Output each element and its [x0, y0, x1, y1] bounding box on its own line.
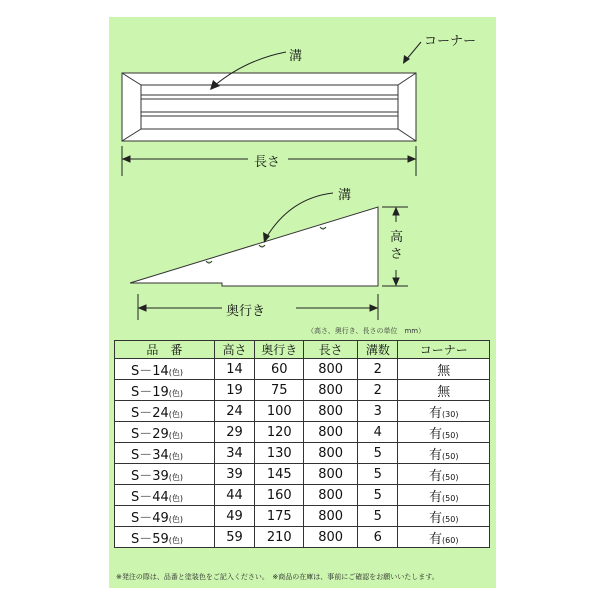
depth-cell: 75 [255, 380, 304, 401]
part-number: S－49 [131, 510, 169, 526]
height-cell: 24 [214, 401, 255, 422]
height-cell: 39 [214, 464, 255, 485]
length-cell: 800 [304, 422, 358, 443]
height-label: 高さ [390, 230, 404, 262]
corner-value: 無 [437, 363, 451, 379]
length-label: 長さ [254, 155, 281, 170]
corner-cell [398, 422, 490, 443]
corner-value: 有 [429, 510, 443, 526]
height-cell: 29 [214, 422, 255, 443]
groove-count-cell: 3 [358, 401, 398, 422]
header-height: 高さ [214, 341, 255, 359]
corner-value: 有 [429, 426, 443, 442]
table-row [115, 464, 490, 485]
part-number: S－39 [131, 468, 169, 484]
footer-note: ※発注の際は、品番と塗装色をご記入ください。 ※商品の在庫は、事前にご確認をお願いいたします。 [116, 573, 439, 581]
table-row [115, 485, 490, 506]
top-view-drawing [122, 73, 416, 141]
table-row [115, 380, 490, 401]
part-number-cell [115, 422, 215, 443]
part-number: S－14 [131, 363, 169, 379]
groove-count-cell: 5 [358, 485, 398, 506]
table-row [115, 359, 490, 380]
groove-count-cell: 4 [358, 422, 398, 443]
length-cell: 800 [304, 527, 358, 548]
corner-size: (50) [442, 451, 459, 461]
corner-cell [398, 380, 490, 401]
part-number: S－24 [131, 405, 169, 421]
groove-count-cell: 5 [358, 443, 398, 464]
part-number: S－34 [131, 447, 169, 463]
length-cell: 800 [304, 443, 358, 464]
depth-cell: 60 [255, 359, 304, 380]
groove-count-cell: 5 [358, 506, 398, 527]
color-suffix: (色) [168, 451, 184, 461]
groove-count-cell: 5 [358, 464, 398, 485]
groove-count-cell: 2 [358, 359, 398, 380]
depth-cell: 160 [255, 485, 304, 506]
color-suffix: (色) [168, 367, 184, 377]
color-suffix: (色) [168, 472, 184, 482]
length-cell: 800 [304, 485, 358, 506]
part-number: S－29 [131, 426, 169, 442]
table-row [115, 443, 490, 464]
length-cell: 800 [304, 401, 358, 422]
corner-cell [398, 401, 490, 422]
height-cell: 44 [214, 485, 255, 506]
part-number-cell [115, 464, 215, 485]
groove-count-cell: 6 [358, 527, 398, 548]
length-cell: 800 [304, 464, 358, 485]
corner-value: 有 [429, 489, 443, 505]
color-suffix: (色) [168, 514, 184, 524]
corner-value: 有 [429, 468, 443, 484]
height-cell: 34 [214, 443, 255, 464]
length-cell: 800 [304, 506, 358, 527]
corner-cell [398, 527, 490, 548]
side-view-drawing [130, 207, 378, 286]
unit-note: （高さ、奥行き、長さの単位 mm） [307, 327, 426, 335]
table-row [115, 506, 490, 527]
corner-size: (50) [442, 493, 459, 503]
part-number: S－44 [131, 489, 169, 505]
depth-cell: 210 [255, 527, 304, 548]
part-number-cell [115, 401, 215, 422]
table-row [115, 422, 490, 443]
part-number-cell [115, 485, 215, 506]
color-suffix: (色) [168, 493, 184, 503]
part-number: S－59 [131, 531, 169, 547]
depth-cell: 130 [255, 443, 304, 464]
part-number-cell [115, 443, 215, 464]
corner-size: (60) [442, 535, 459, 545]
corner-cell [398, 506, 490, 527]
header-length: 長さ [304, 341, 358, 359]
depth-cell: 100 [255, 401, 304, 422]
part-number-cell [115, 527, 215, 548]
height-cell: 14 [214, 359, 255, 380]
table-row [115, 401, 490, 422]
corner-value: 無 [437, 384, 451, 400]
color-suffix: (色) [168, 535, 184, 545]
length-cell: 800 [304, 359, 358, 380]
part-number-cell [115, 506, 215, 527]
corner-value: 有 [429, 405, 443, 421]
groove-count-cell: 2 [358, 380, 398, 401]
spec-table-body [115, 359, 490, 548]
part-number-cell [115, 359, 215, 380]
color-suffix: (色) [168, 388, 184, 398]
header-part-number: 品 番 [115, 341, 215, 359]
corner-cell [398, 359, 490, 380]
height-cell: 49 [214, 506, 255, 527]
color-suffix: (色) [168, 430, 184, 440]
header-depth: 奥行き [255, 341, 304, 359]
corner-value: 有 [429, 447, 443, 463]
color-suffix: (色) [168, 409, 184, 419]
corner-size: (50) [442, 430, 459, 440]
corner-value: 有 [429, 531, 443, 547]
corner-cell [398, 464, 490, 485]
header-corner: コーナー [398, 341, 490, 359]
depth-cell: 120 [255, 422, 304, 443]
part-number: S－19 [131, 384, 169, 400]
spec-table [114, 340, 490, 548]
corner-arrow [406, 42, 421, 60]
part-number-cell [115, 380, 215, 401]
table-header-row [115, 341, 490, 359]
corner-label: コーナー [424, 34, 477, 49]
groove-label-top: 溝 [289, 49, 303, 64]
height-cell: 19 [214, 380, 255, 401]
corner-cell [398, 443, 490, 464]
header-groove-count: 溝数 [358, 341, 398, 359]
groove-label-side: 溝 [338, 188, 352, 203]
length-cell: 800 [304, 380, 358, 401]
corner-cell [398, 485, 490, 506]
table-row [115, 527, 490, 548]
corner-size: (30) [442, 409, 459, 419]
depth-label: 奥行き [226, 304, 266, 319]
corner-size: (50) [442, 472, 459, 482]
corner-size: (50) [442, 514, 459, 524]
depth-cell: 145 [255, 464, 304, 485]
depth-cell: 175 [255, 506, 304, 527]
height-cell: 59 [214, 527, 255, 548]
